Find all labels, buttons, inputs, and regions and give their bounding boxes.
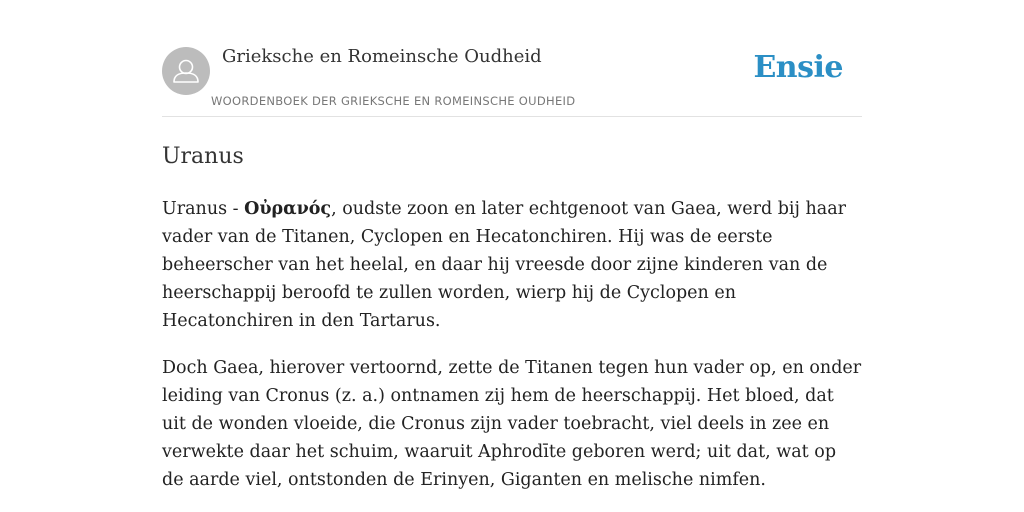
entry-lead: Uranus -	[162, 199, 245, 219]
greek-term: Οὐρανός	[244, 199, 332, 219]
header	[162, 0, 862, 117]
source-title-link[interactable]: Grieksche en Romeinsche Oudheid	[222, 46, 542, 67]
source-subtitle: WOORDENBOEK DER GRIEKSCHE EN ROMEINSCHE OUDHEID	[211, 94, 576, 108]
entry-text: , oudste zoon en later echtgenoot van Gaea, werd bij haar vader van de Titanen, Cyclopen en Hecatonchiren. Hij was de eerste beheerscher van het heelal, en daar hij vreesde door zijne kinderen van de heerschappij beroofd te zullen worden, wierp hij de Cyclopen en Hecatonchiren in den Tartarus.	[162, 199, 847, 331]
page	[162, 0, 862, 494]
ensie-logo[interactable]: Ensie	[753, 50, 843, 85]
entry-paragraph-2: Doch Gaea, hierover vertoornd, zette de Titanen tegen hun vader op, en onder leiding van Cronus (z. a.) ontnamen zij hem de heerschappij. Het bloed, dat uit de wonden vloeide, die Cronus zijn vader toebracht, viel deels in zee en verwekte daar het schuim, waaruit Aphrodīte geboren werd; uit dat, wat op de aarde viel, ontstonden de Erinyen, Giganten en melische nimfen.	[162, 358, 862, 490]
user-icon	[162, 47, 210, 95]
entry-title: Uranus	[162, 144, 244, 169]
entry-paragraph-1	[162, 195, 862, 335]
avatar[interactable]	[162, 47, 210, 95]
entry-body	[162, 195, 862, 494]
